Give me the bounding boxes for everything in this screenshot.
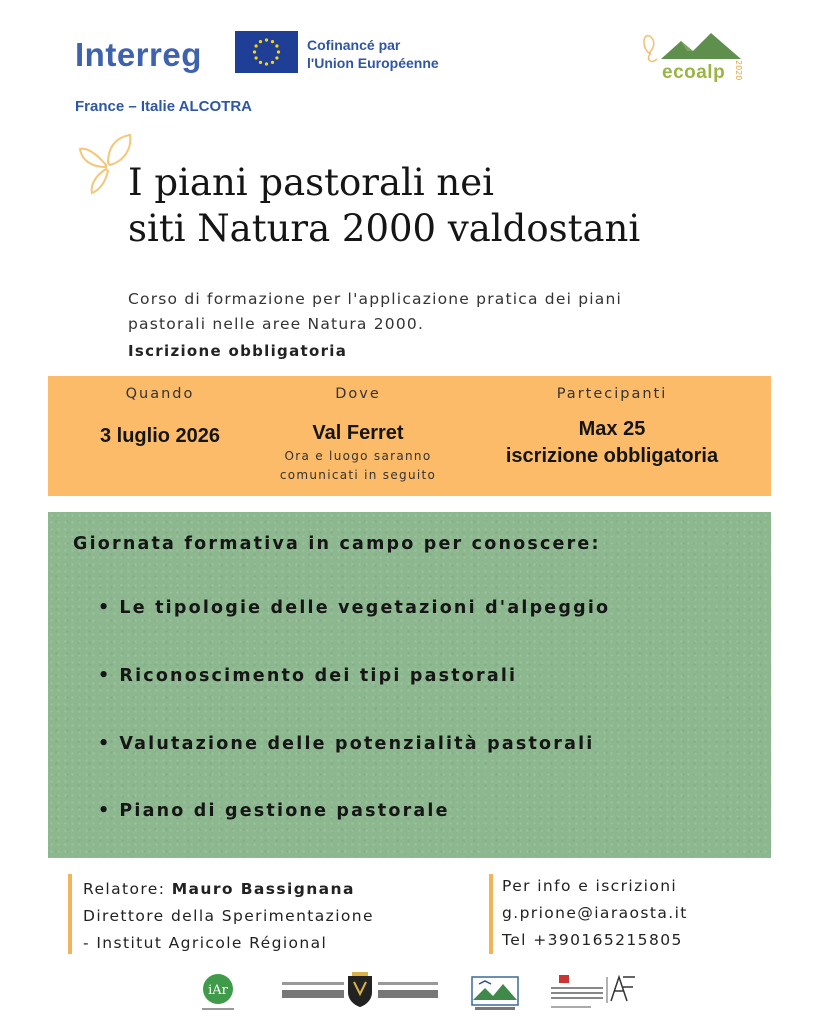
contact-info [502, 873, 688, 954]
speaker-label: Relatore: [83, 880, 166, 898]
speaker-role-1: Direttore della Sperimentazione [83, 907, 374, 925]
ecoalp-logo-text: ecoalp [662, 62, 726, 83]
interreg-logo-text: Interreg [75, 36, 202, 73]
natura-2000-logo-icon [471, 976, 519, 1012]
course-description [128, 287, 622, 337]
svg-text:iAr: iAr [208, 983, 228, 998]
cofinance-line-1: Cofinancé par [307, 37, 401, 53]
page-title [128, 160, 640, 252]
participants-max: Max 25 [578, 418, 646, 440]
where-column [258, 386, 458, 485]
list-item: • Valutazione delle potenzialità pastorali [98, 734, 594, 754]
description-line-2: pastorali nelle aree Natura 2000. [128, 315, 425, 333]
when-value: 3 luglio 2026 [99, 425, 221, 447]
speaker-name: Mauro Bassignana [171, 880, 355, 898]
fondazione-af-logo-icon [549, 973, 639, 1013]
cofinance-text [307, 36, 439, 72]
where-note-2: comunicati in seguito [279, 468, 437, 482]
program-heading: Giornata formativa in campo per conoscere: [73, 534, 601, 554]
registration-required-text: Iscrizione obbligatoria [128, 342, 348, 360]
when-label: Quando [125, 386, 195, 402]
title-line-1: I piani pastorali nei [128, 161, 494, 204]
speaker-info [83, 876, 374, 957]
where-note-1: Ora e luogo saranno [284, 449, 432, 463]
list-item: • Piano di gestione pastorale [98, 801, 450, 821]
participants-column [482, 386, 742, 470]
participants-label: Partecipanti [556, 386, 668, 402]
title-line-2: siti Natura 2000 valdostani [128, 207, 641, 250]
eu-flag-icon [235, 31, 298, 73]
program-name: France – Italie ALCOTRA [75, 98, 252, 115]
where-value: Val Ferret [312, 422, 404, 444]
contact-heading: Per info e iscrizioni [502, 877, 678, 895]
participants-registration: iscrizione obbligatoria [505, 445, 719, 467]
speaker-role-2: - Institut Agricole Régional [83, 934, 328, 952]
region-vallee-aoste-logo-icon [282, 978, 344, 1006]
iar-logo-icon [196, 973, 240, 1013]
butterfly-icon [78, 133, 134, 197]
contact-phone[interactable]: Tel +390165215805 [502, 931, 683, 949]
list-item: • Le tipologie delle vegetazioni d'alpeggio [98, 598, 610, 618]
where-label: Dove [335, 386, 381, 402]
contact-email[interactable]: g.prione@iaraosta.it [502, 904, 688, 922]
aosta-coat-of-arms-icon [346, 972, 374, 1008]
cofinance-line-2: l'Union Européenne [307, 55, 439, 71]
description-line-1: Corso di formazione per l'applicazione pratica dei piani [128, 290, 622, 308]
when-column [70, 386, 250, 448]
contact-accent-bar [489, 874, 493, 954]
speaker-accent-bar [68, 874, 72, 954]
ecoalp-year: 2020 [734, 60, 743, 81]
list-item: • Riconoscimento dei tipi pastorali [98, 666, 517, 686]
regione-valle-aosta-logo-icon [378, 978, 438, 1006]
